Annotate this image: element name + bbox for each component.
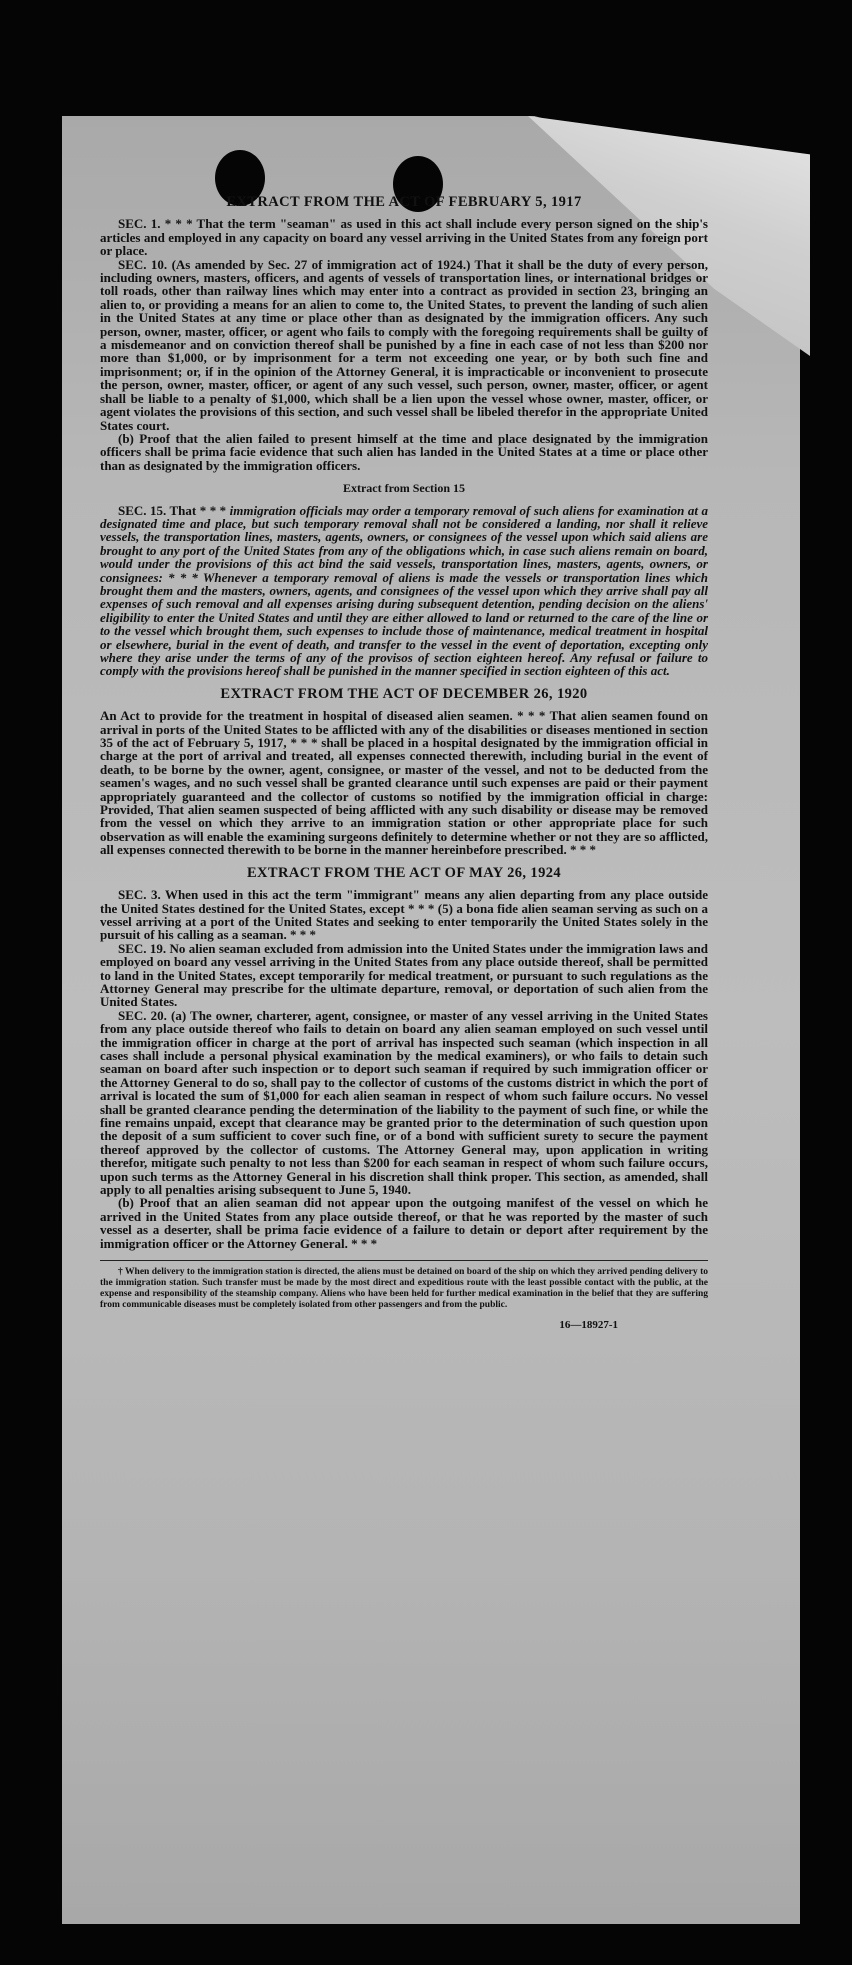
- footnote: † When delivery to the immigration station is directed, the aliens must be detained on board of the ship on which they arrived pending delivery to the immigration station. Such transfer must be made by the most direct and expeditious route with the least possible contact with the public, at the expense and responsibility of the steamship company. Aliens who have been held for further medical examination in the belief that they are suffering from communicable diseases must be completely isolated from other passengers and from the public.: [100, 1267, 708, 1311]
- paragraph-sec-10: SEC. 10. (As amended by Sec. 27 of immigration act of 1924.) That it shall be the duty of every person, including owners, masters, officers, and agents of vessels of transportation lines, or international bridges or toll roads, other than railway lines which may enter into a contract as provided in section 23, bringing an alien to, or providing a means for an alien to come to, the United States, to prevent the landing of such alien in the United States at any time or place other than as designated by the immigration officers. Any such person, owner, master, officer, or agent who fails to comply with the foregoing requirements shall be guilty of a misdemeanor and on conviction thereof shall be punished by a fine in each case of not less than $200 nor more than $1,000, or by imprisonment for a term not exceeding one year, or by both such fine and imprisonment; or, if in the opinion of the Attorney General, it is impracticable or inconvenient to prosecute the person, owner, master, officer, or agent of any such vessel, such person, owner, master, officer, or agent shall be liable to a penalty of $1,000, which shall be a lien upon the vessel whose owner, master, officer, or agent violates the provisions of this section, and such vessel shall be libeled therefor in the appropriate United States court.: [100, 256, 708, 433]
- heading-act-1917: EXTRACT FROM THE ACT OF FEBRUARY 5, 1917: [226, 194, 582, 210]
- paragraph-sec-15: [100, 504, 708, 678]
- heading-act-1924: EXTRACT FROM THE ACT OF MAY 26, 1924: [246, 864, 562, 881]
- paragraph-act-1920: An Act to provide for the treatment in hospital of diseased alien seamen. * * * That alien seamen found on arrival in ports of the United States to be afflicted with any of the disabilities or diseases mentioned in section 35 of the act of February 5, 1917, * * * shall be placed in a hospital designated by the immigration official in charge at the port of arrival and treated, all expenses connected therewith, including burial in the event of death, to be borne by the owner, agent, consignee, or master of the vessel, and not to be deducted from the seamen's wages, and no such vessel shall be granted clearance until such expenses are paid or their payment appropriately guaranteed and the collector of customs so notified by the immigration official in charge: Provided, That alien seamen suspected of being afflicted with any such disability or disease may be removed from the vessel on which they arrive to an immigration station or other appropriate place for such observation as will enable the examining surgeons definitely to determine whether or not they are so afflicted, all expenses connected therewith to be borne in the manner hereinbefore prescribed. * * *: [100, 708, 708, 858]
- footnote-divider: [100, 1260, 708, 1261]
- paragraph-sec-1: SEC. 1. * * * That the term "seaman" as used in this act shall include every person signed on the ship's articles and employed in any capacity on board any vessel arriving in the United States from any foreign port or place.: [100, 216, 708, 259]
- sec-15-lead: SEC. 15. That * * *: [118, 502, 230, 518]
- paragraph-sec-20: SEC. 20. (a) The owner, charterer, agent, consignee, or master of any vessel arriving in the United States from any place outside thereof who fails to detain on board any alien seaman employed on such vessel until the immigration officer in charge at the port of arrival has inspected such seaman (which inspection in all cases shall include a personal physical examination by the medical examiners), or who fails to detain such seaman on board after such inspection or to deport such seaman if required by such immigration officer or the Attorney General to do so, shall pay to the collector of customs of the customs district in which the port of arrival is located the sum of $1,000 for each alien seaman in respect of whom such failure occurs. No vessel shall be granted clearance pending the determination of the liability to the payment of such fine, or while the fine remains unpaid, except that clearance may be granted prior to the determination of such question upon the deposit of a sum sufficient to cover such fine, or of a bond with sufficient surety to secure the payment thereof approved by the collector of customs. The Attorney General may, upon application in writing therefor, mitigate such penalty to not less than $200 for each seaman in respect of whom such failure occurs, upon such terms as the Attorney General in his discretion shall think proper. This section, as amended, shall apply to all penalties arising subsequent to June 5, 1940.: [100, 1007, 708, 1198]
- form-number: 16—18927-1: [559, 1319, 618, 1332]
- heading-act-1920: EXTRACT FROM THE ACT OF DECEMBER 26, 1920: [220, 685, 588, 702]
- paragraph-sec-20b: (b) Proof that an alien seaman did not appear upon the outgoing manifest of the vessel on which he arrived in the United States from any place outside thereof, or that he was reported by the master of such vessel as a deserter, shall be prima facie evidence of a failure to detain or deport after requirement by the immigration officer or the Attorney General. * * *: [100, 1195, 708, 1251]
- paragraph-sec-10b: (b) Proof that the alien failed to present himself at the time and place designated by the immigration officers shall be prima facie evidence that such alien has landed in the United States at a time or place other than as designated by the immigration officers.: [100, 430, 708, 473]
- document-body: [100, 196, 708, 1332]
- subheading-section-15: Extract from Section 15: [342, 481, 466, 496]
- paragraph-sec-19: SEC. 19. No alien seaman excluded from admission into the United States under the immigration laws and employed on board any vessel arriving in the United States from any place outside thereof, shall be permitted to land in the United States, except temporarily for medical treatment, or pursuant to such regulations as the Attorney General may prescribe for the ultimate departure, removal, or deportation of such alien from the United States.: [100, 940, 708, 1010]
- sec-15-body: immigration officials may order a temporary removal of such aliens for examination at a designated time and place, but such temporary removal shall not be considered a landing, nor shall it relieve vessels, the transportation lines, masters, agents, owners, or consignees of the vessel upon which said aliens are brought to any port of the United States from any of the obligations which, in case such aliens remain on board, would under the provisions of this act bind the said vessels, transportation lines, masters, agents, owners, or consignees: * * * Whenever a temporary removal of aliens is made the vessels or transportation lines which brought them and the masters, owners, agents, and consignees of the vessel upon which they arrive shall pay all expenses of such removal and all expenses arising during subsequent detention, pending decision on the aliens' eligibility to enter the United States and until they are either allowed to land or returned to the care of the line or to the vessel which brought them, such expenses to include those of maintenance, medical treatment in hospital or elsewhere, burial in the event of death, and transfer to the vessel in the event of deportation, excepting only where they arise under the terms of any of the provisos of section eighteen hereof. Any refusal or failure to comply with the provisions hereof shall be punished in the manner specified in section eighteen of this act.: [100, 502, 708, 679]
- paragraph-sec-3: SEC. 3. When used in this act the term "immigrant" means any alien departing from any place outside the United States destined for the United States, except * * * (5) a bona fide alien seaman serving as such on a vessel arriving at a port of the United States and seeking to enter temporarily the United States solely in the pursuit of his calling as a seaman. * * *: [100, 887, 708, 943]
